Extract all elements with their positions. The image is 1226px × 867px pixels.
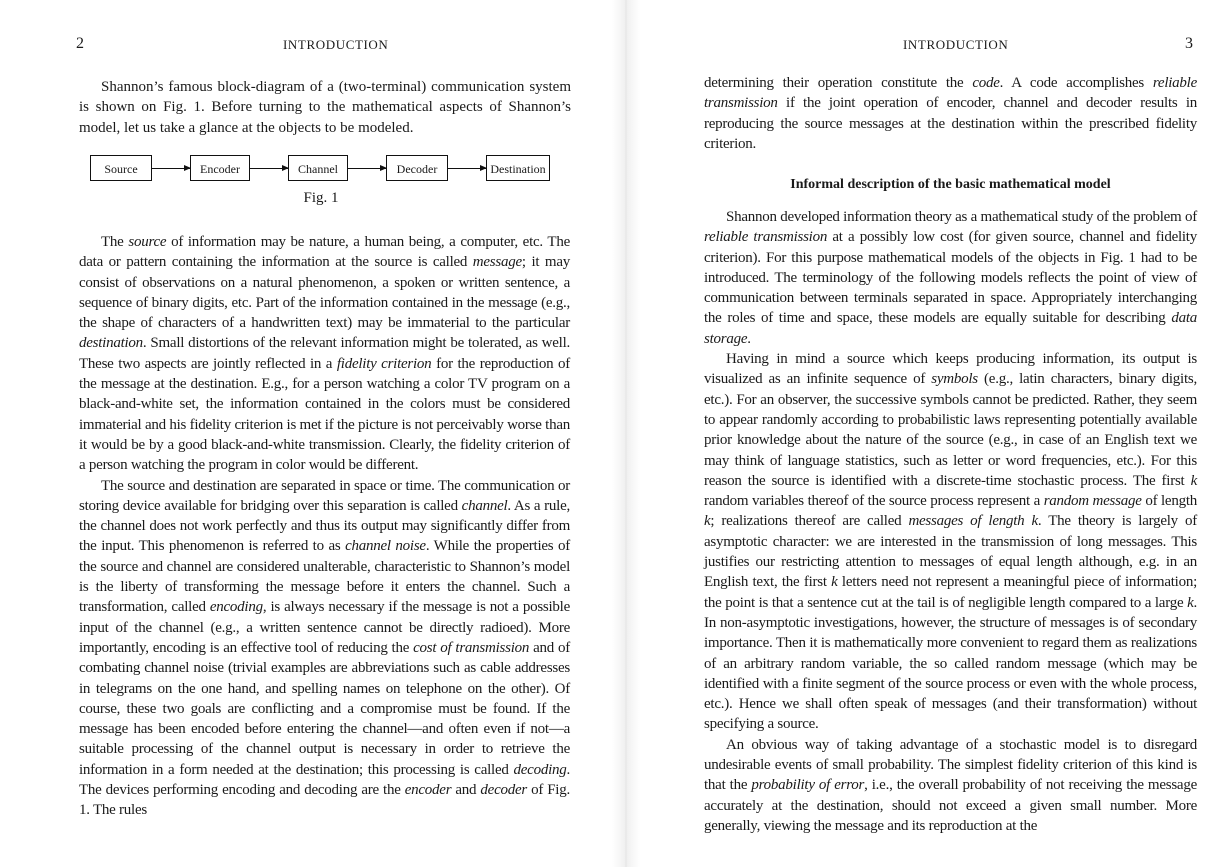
diagram-arrow — [448, 168, 486, 169]
intro-paragraph — [79, 77, 571, 138]
right-page — [640, 0, 1226, 867]
right-body-text: Shannon developed information theory as a mathematical study of the problem of reliable transmission at a possibly low cost (for given source, channel and fidelity criterion). For this purpose mathematical models of the objects in Fig. 1 had to be introduced. The terminology of the following models reflects the point of view of communication between terminals separated in space. Appropriately interchanging the roles of time and space, these models are equally suitable for describing data storage. Having in mind a source which keeps producing information, its output is visualized as an infinite sequence of symbols (e.g., latin characters, binary digits, etc.). For an observer, the successive symbols cannot be predicted. Rather, they seem to appear randomly according to probabilistic laws representing potentially available prior knowledge about the nature of the source (e.g., in case of an English text we may think of language statistics, such as letter or word frequencies, etc.). For this reason the source is identified with a discrete-time stochastic process. The first k random variables thereof of the source process represent a random message of length k; realizations thereof are called messages of length k. The theory is largely of asymptotic character: we are interested in the transmission of long messages. This justifies our restricting attention to messages of equal length although, e.g. in an English text, the first k letters need not represent a meaningful piece of information; the point is that a sentence cut at the tail is of negligible length compared to a large k. In non-asymptotic investigations, however, the structure of messages is of secondary importance. Then it is mathematically more convenient to regard them as realizations of an arbitrary random variable, the so called random message (which may be identified with a finite segment of the source process or even with the whole process, etc.). Hence we shall often speak of messages (and their transformation) without specifying a source. An obvious way of taking advantage of a stochastic model is to disregard undesirable events of small probability. The simplest fidelity criterion of this kind is that the probability of error, i.e., the overall probability of not receiving the message accurately at the destination, should not exceed a given small number. More generally, viewing the message and its reproduction at the — [704, 209, 1198, 834]
diagram-block-decoder: Decoder — [386, 155, 448, 181]
diagram-arrow — [348, 168, 386, 169]
intro-text: Shannon’s famous block-diagram of a (two-terminal) communication system is shown on Fig. 1. Before turning to the mathematical aspects of Shannon’s model, let us take a glance at the objects to be modeled. — [79, 79, 571, 136]
running-head: INTRODUCTION — [283, 37, 389, 52]
diagram-arrow — [152, 168, 190, 169]
block-diagram — [90, 155, 552, 183]
figure-caption: Fig. 1 — [303, 190, 339, 206]
right-top-text: determining their operation constitute the code. A code accomplishes reliable transmission if the joint operation of encoder, channel and decoder results in reproducing the source messages at the destination within the prescribed fidelity criterion. — [704, 75, 1197, 152]
diagram-block-destination: Destination — [486, 155, 550, 181]
running-head: INTRODUCTION — [903, 37, 1009, 52]
diagram-block-encoder: Encoder — [190, 155, 250, 181]
diagram-block-source: Source — [90, 155, 152, 181]
diagram-block-channel: Channel — [288, 155, 348, 181]
left-body-text: The source of information may be nature, a human being, a computer, etc. The data or pattern containing the information at the source is called message; it may consist of observations on a natural phenomenon, a spoken or written sentence, a sequence of binary digits, etc. Part of the information contained in the message (e.g., the shape of characters of a handwritten text) may be immaterial to the particular destination. Small distortions of the relevant information might be tolerated, as well. These two aspects are jointly reflected in a fidelity criterion for the reproduction of the message at the destination. E.g., for a person watching a color TV program on a black-and-white set, the information contained in the colors must be considered immaterial and his fidelity criterion is met if the picture is not perceivably worse than it would be by a good black-and-white transmission. Clearly, the fidelity criterion of a person watching the program in color would be different. The source and destination are separated in space or time. The communication or storing device available for bridging over this separation is called channel. As a rule, the channel does not work perfectly and thus its output may significantly differ from the input. This phenomenon is referred to as channel noise. While the properties of the source and channel are considered unalterable, characteristic to Shannon’s model is the liberty of transforming the message before it enters the channel. Such a transformation, called encoding, is always necessary if the message is not a possible input of the channel (e.g., a written sentence cannot be directly radioed). More importantly, encoding is an effective tool of reducing the cost of transmission and of combating channel noise (trivial examples are abbreviations such as cable addresses in telegrams on the one hand, and spelling names on telephone on the other). Of course, these two goals are conflicting and a compromise must be found. If the message has been encoded before entering the channel—and often even if not—a suitable processing of the channel output is necessary in order to retrieve the information in a form needed at the destination; this processing is called decoding. The devices performing encoding and decoding are the encoder and decoder of Fig. 1. The rules — [79, 234, 571, 819]
page-number: 3 — [1185, 35, 1193, 52]
page-number: 2 — [76, 35, 84, 52]
book-gutter — [612, 0, 640, 867]
left-page — [0, 0, 612, 867]
diagram-arrow — [250, 168, 288, 169]
section-title: Informal description of the basic mathematical model — [790, 177, 1111, 192]
